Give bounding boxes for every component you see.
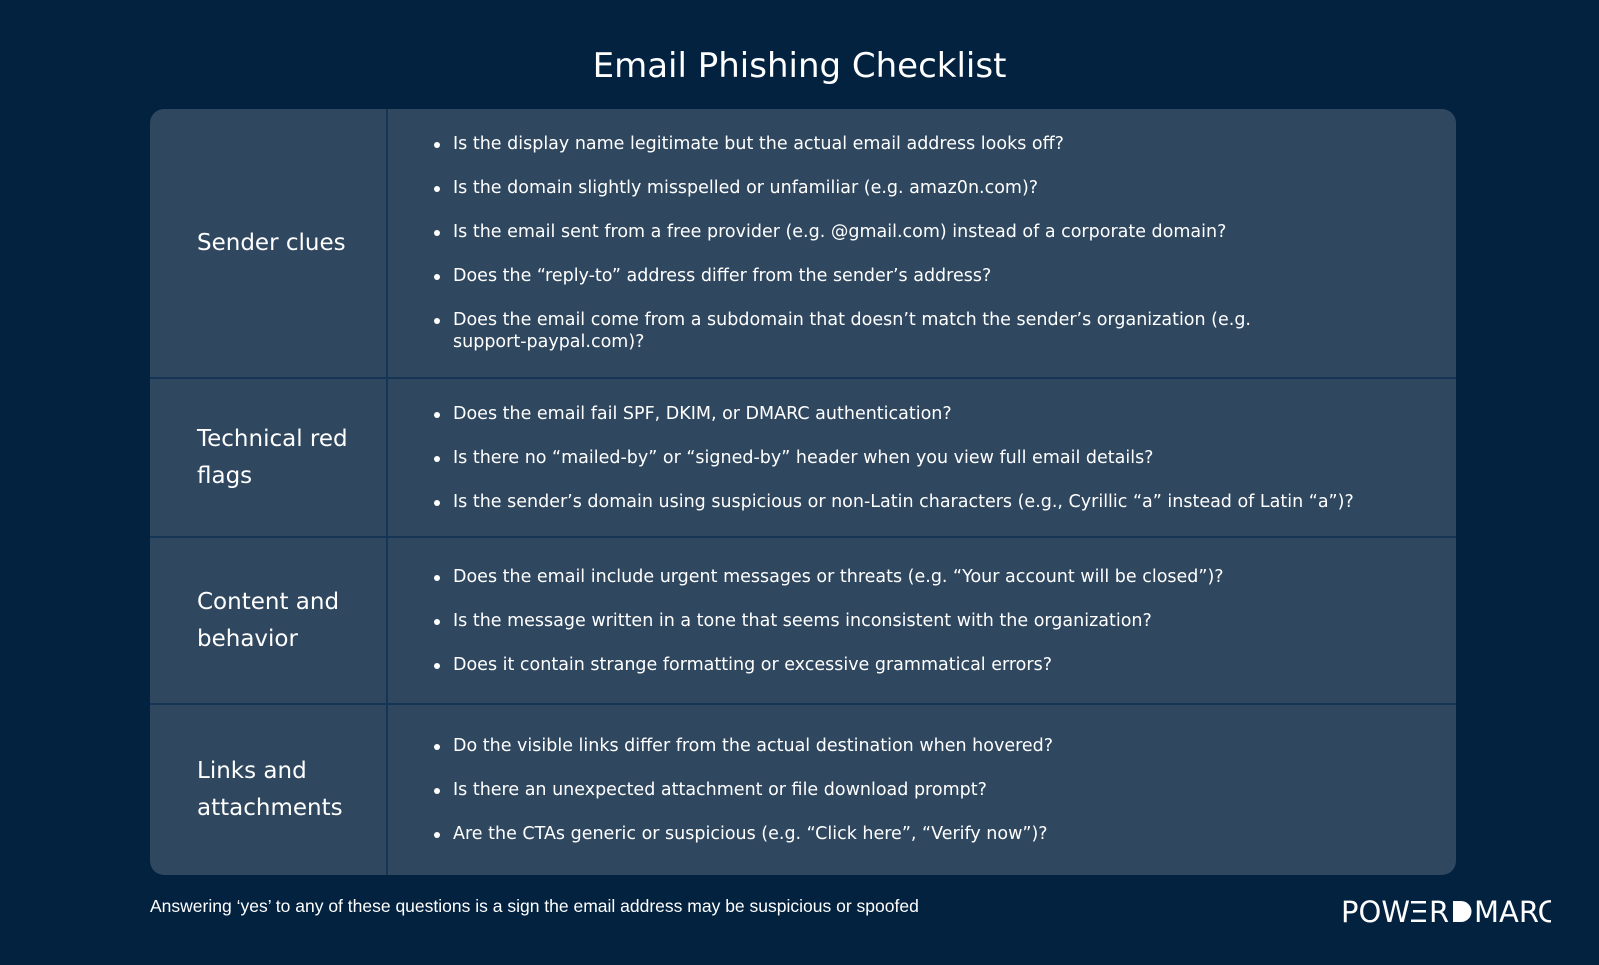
section-label: Content and behavior bbox=[150, 538, 388, 703]
svg-text:R: R bbox=[1429, 895, 1450, 927]
list-item: Is the message written in a tone that seems inconsistent with the organization? bbox=[434, 610, 1456, 632]
list-item: Does the email come from a subdomain that doesn’t match the sender’s organization (e.g. support-paypal.com)? bbox=[434, 309, 1283, 353]
list-item: Is there an unexpected attachment or file download prompt? bbox=[434, 779, 1456, 801]
checklist-items bbox=[388, 538, 1456, 703]
list-item: Is the display name legitimate but the actual email address looks off? bbox=[434, 133, 1456, 155]
list-item: Does the email fail SPF, DKIM, or DMARC authentication? bbox=[434, 403, 1456, 425]
list-item: Is the sender’s domain using suspicious or non-Latin characters (e.g., Cyrillic “а” instead of Latin “a”)? bbox=[434, 491, 1456, 513]
list-item: Is there no “mailed-by” or “signed-by” header when you view full email details? bbox=[434, 447, 1456, 469]
checklist-items bbox=[388, 705, 1456, 875]
section-sender-clues bbox=[150, 109, 1456, 379]
powerdmarc-logo bbox=[1341, 895, 1551, 935]
list-item: Is the domain slightly misspelled or unfamiliar (e.g. amaz0n.com)? bbox=[434, 177, 1456, 199]
list-item: Does the email include urgent messages or threats (e.g. “Your account will be closed”)? bbox=[434, 566, 1456, 588]
list-item: Is the email sent from a free provider (e.g. @gmail.com) instead of a corporate domain? bbox=[434, 221, 1456, 243]
list-item: Do the visible links differ from the actual destination when hovered? bbox=[434, 735, 1456, 757]
page-title: Email Phishing Checklist bbox=[592, 46, 1007, 86]
section-label: Links and attachments bbox=[150, 705, 388, 875]
section-content-behavior bbox=[150, 538, 1456, 705]
list-item: Does the “reply-to” address differ from the sender’s address? bbox=[434, 265, 1456, 287]
logo-wordmark bbox=[1341, 895, 1551, 927]
svg-text:MARC: MARC bbox=[1474, 895, 1551, 927]
checklist-items bbox=[388, 109, 1456, 377]
footer-note: Answering ‘yes’ to any of these questions is a sign the email address may be suspicious or spoofed bbox=[150, 896, 919, 916]
section-label: Technical red flags bbox=[150, 379, 388, 536]
list-item: Are the CTAs generic or suspicious (e.g. “Click here”, “Verify now”)? bbox=[434, 823, 1456, 845]
section-label: Sender clues bbox=[150, 109, 388, 377]
list-item: Does it contain strange formatting or excessive grammatical errors? bbox=[434, 654, 1456, 676]
checklist-items bbox=[388, 379, 1456, 536]
section-links-attachments bbox=[150, 705, 1456, 875]
checklist-table bbox=[150, 109, 1456, 875]
section-technical-red-flags bbox=[150, 379, 1456, 538]
svg-text:POW: POW bbox=[1341, 895, 1410, 927]
